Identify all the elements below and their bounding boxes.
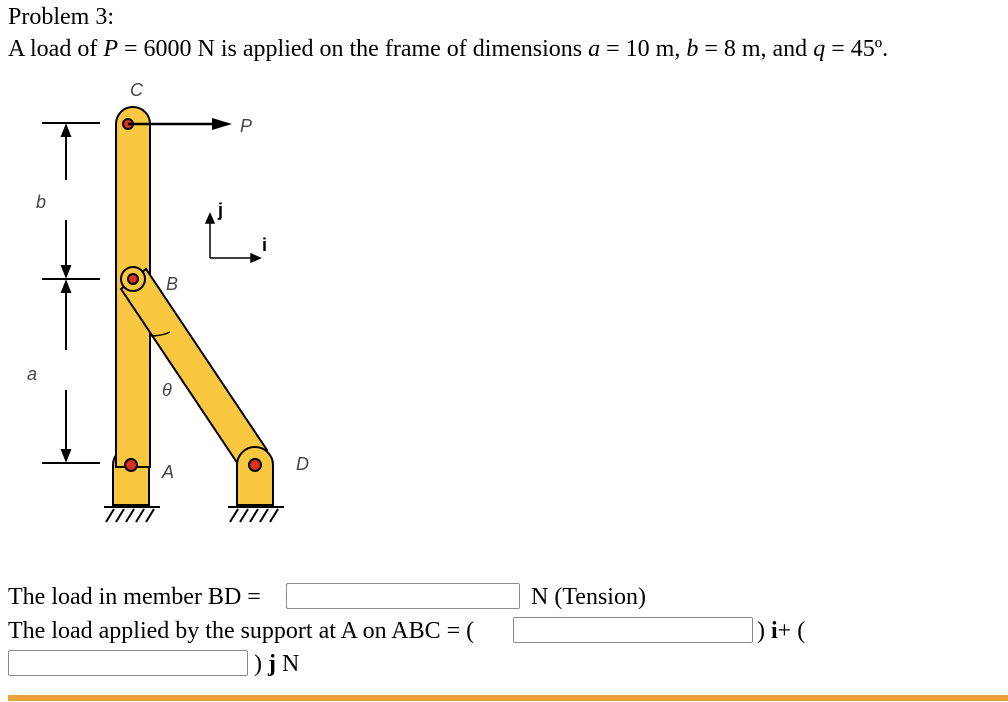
label-b: b	[36, 192, 47, 212]
q2-i-suffix: ) i+ (	[757, 618, 806, 644]
unit-vectors	[206, 214, 260, 262]
label-B: B	[166, 274, 179, 294]
frame-diagram	[0, 70, 360, 540]
support-a-i-input[interactable]	[513, 617, 753, 643]
pin-D	[249, 459, 261, 471]
ground-hatch-D	[228, 507, 284, 522]
label-P: P	[240, 116, 253, 136]
label-D: D	[296, 454, 309, 474]
label-theta: θ	[162, 380, 172, 400]
accent-divider	[8, 695, 1008, 701]
pin-B	[128, 274, 138, 284]
label-i: i	[262, 235, 268, 255]
label-A: A	[162, 462, 175, 482]
q2-label: The load applied by the support at A on ABC = (	[8, 618, 475, 644]
dimension-lines	[42, 123, 100, 463]
problem-title: Problem 3:	[8, 4, 114, 30]
support-a-j-input[interactable]	[8, 650, 248, 676]
problem-statement: A load of P = 6000 N is applied on the frame of dimensions a = 10 m, b = 8 m, and q = 45º.	[8, 36, 889, 62]
bd-load-input[interactable]	[286, 583, 520, 609]
pin-A	[125, 459, 137, 471]
q1-label: The load in member BD =	[8, 584, 261, 610]
q1-unit: N (Tension)	[531, 584, 646, 610]
label-j: j	[218, 200, 224, 220]
ground-hatch-A	[104, 507, 160, 522]
label-a: a	[27, 364, 38, 384]
q2-j-suffix: ) j N	[254, 651, 300, 677]
support-D	[237, 447, 273, 505]
label-C: C	[130, 80, 143, 100]
